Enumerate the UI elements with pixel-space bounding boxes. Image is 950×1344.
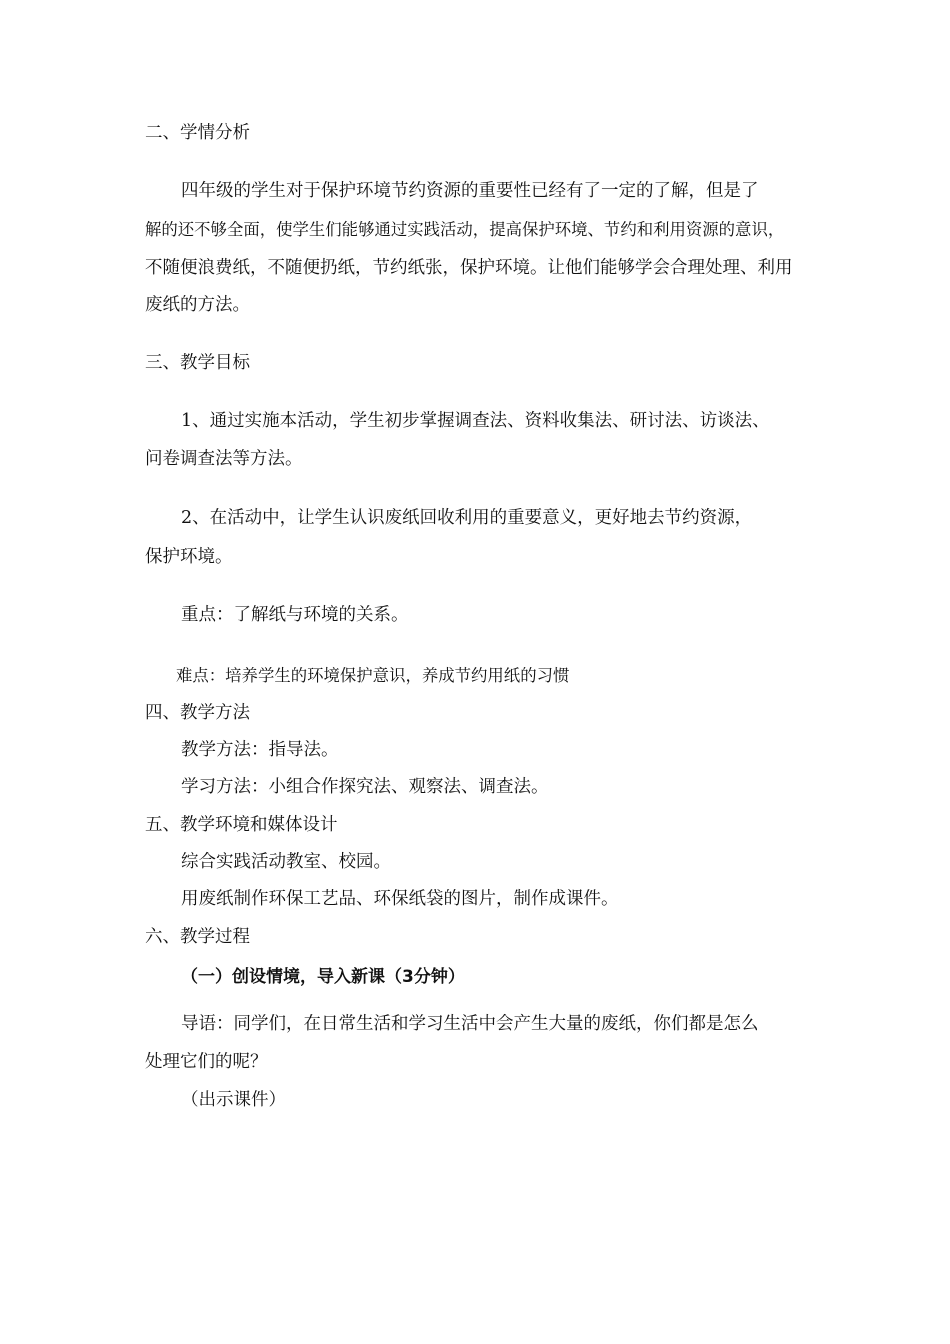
process-subheading: （一）创设情境，导入新课（3分钟） (181, 967, 465, 987)
media-line: 用废纸制作环保工艺品、环保纸袋的图片，制作成课件。 (181, 889, 619, 909)
courseware-note: （出示课件） (181, 1090, 286, 1110)
paragraph-line: 不随便浪费纸，不随便扔纸，节约纸张，保护环境。让他们能够学会合理处理、利用 (145, 258, 793, 278)
paragraph-line: 解的还不够全面，使学生们能够通过实践活动，提高保护环境、节约和利用资源的意识， (145, 220, 785, 239)
section-heading-teaching-goals: 三、教学目标 (145, 353, 250, 373)
goal-1-line: 1、通过实施本活动，学生初步掌握调查法、资料收集法、研讨法、访谈法、 (181, 411, 770, 431)
section-heading-environment-media: 五、教学环境和媒体设计 (145, 815, 338, 835)
paragraph-line: 废纸的方法。 (145, 295, 250, 315)
intro-line: 处理它们的呢？ (145, 1052, 268, 1072)
intro-line: 导语：同学们，在日常生活和学习生活中会产生大量的废纸，你们都是怎么 (181, 1014, 759, 1034)
goal-2-line: 2、在活动中，让学生认识废纸回收利用的重要意义，更好地去节约资源， (181, 508, 753, 528)
section-heading-teaching-methods: 四、教学方法 (145, 703, 250, 723)
difficulty-point: 难点：培养学生的环境保护意识，养成节约用纸的习惯 (176, 666, 570, 685)
goal-2-line: 保护环境。 (145, 547, 233, 567)
section-heading-teaching-process: 六、教学过程 (145, 927, 250, 947)
environment-line: 综合实践活动教室、校园。 (181, 852, 391, 872)
section-heading-student-analysis: 二、学情分析 (145, 123, 250, 143)
learning-method: 学习方法：小组合作探究法、观察法、调查法。 (181, 777, 549, 797)
key-point: 重点：了解纸与环境的关系。 (181, 605, 409, 625)
teaching-method: 教学方法：指导法。 (181, 740, 339, 760)
goal-1-line: 问卷调查法等方法。 (145, 449, 303, 469)
paragraph-line: 四年级的学生对于保护环境节约资源的重要性已经有了一定的了解，但是了 (181, 181, 759, 201)
